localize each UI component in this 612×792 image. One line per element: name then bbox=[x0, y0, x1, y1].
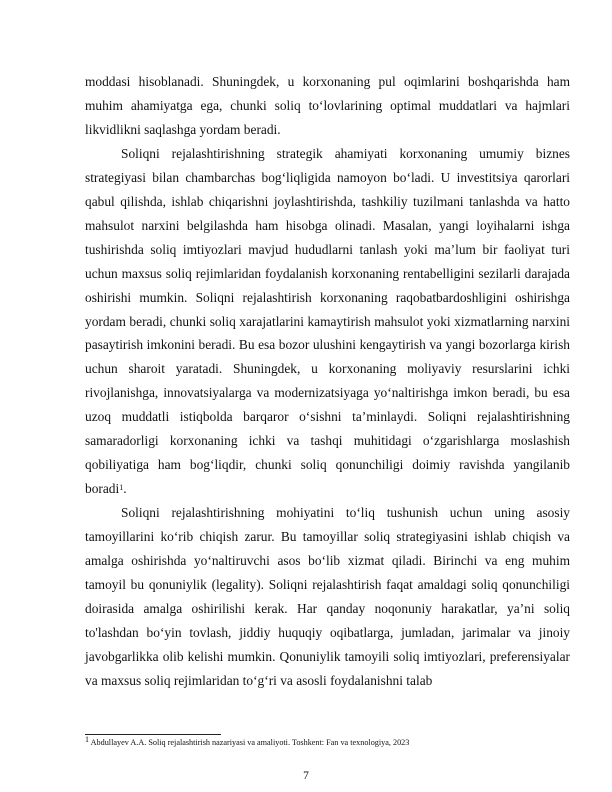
paragraph-strategic-importance bbox=[85, 142, 570, 501]
footnote-marker: 1 bbox=[85, 734, 89, 744]
footnote-text: Abdullayev A.A. Soliq rejalashtirish nazariyasi va amaliyoti. Toshkent: Fan va texnologiya, 2023 bbox=[89, 738, 410, 747]
footnote bbox=[85, 734, 570, 748]
paragraph-text: Soliqni rejalashtirishning strategik ahamiyati korxonaning umumiy biznes strategiyasi bilan chambarchas bogʻliqligida namoyon boʻladi. U investitsiya qarorlari qabul qilishda, ishlab chiqarishni joylashtirishda, tashkiliy tuzilmani tanlashda va hatto mahsulot narxini belgilashda ham hisobga olinadi. Masalan, yangi loyihalarni ishga tushirishda soliq imtiyozlari mavjud hududlarni tanlash yoki maʼlum bir faoliyat turi uchun maxsus soliq rejimlaridan foydalanish korxonaning rentabelligini sezilarli darajada oshirishi mumkin. Soliqni rejalashtirish korxonaning raqobatbardoshligini oshirishga yordam beradi, chunki soliq xarajatlarini kamaytirish mahsulot yoki xizmatlarning narxini pasaytirish imkonini beradi. Bu esa bozor ulushini kengaytirish va yangi bozorlarga kirish uchun sharoit yaratadi. Shuningdek, u korxonaning moliyaviy resurslarini ichki rivojlanishga, innovatsiyalarga va modernizatsiyaga yoʻnaltirishga imkon beradi, bu esa uzoq muddatli istiqbolda barqaror oʻsishni taʼminlaydi. Soliqni rejalashtirishning samaradorligi korxonaning ichki va tashqi muhitidagi oʻzgarishlarga moslashish qobiliyatiga ham bogʻliqdir, chunki soliq qonunchiligi doimiy ravishda yangilanib boradi bbox=[85, 145, 570, 497]
paragraph-end-period: . bbox=[123, 481, 127, 497]
footnote-divider bbox=[85, 734, 221, 735]
paragraph-principles: Soliqni rejalashtirishning mohiyatini toʻliq tushunish uchun uning asosiy tamoyillarini koʻrib chiqish zarur. Bu tamoyillar soliq strategiyasini ishlab chiqish va amalga oshirishda yoʻnaltiruvchi asos boʻlib xizmat qiladi. Birinchi va eng muhim tamoyil bu qonuniylik (legality). Soliqni rejalashtirish faqat amaldagi soliq qonunchiligi doirasida amalga oshirilishi kerak. Har qanday noqonuniy harakatlar, yaʼni soliq to'lashdan boʻyin tovlash, jiddiy huquqiy oqibatlarga, jumladan, jarimalar va jinoiy javobgarlikka olib kelishi mumkin. Qonuniylik tamoyili soliq imtiyozlari, preferensiyalar va maxsus soliq rejimlaridan toʻgʻri va asosli foydalanishni talab bbox=[85, 505, 570, 688]
footnote-reference[interactable]: 1 bbox=[119, 483, 124, 493]
page-number: 7 bbox=[303, 770, 309, 782]
body-text bbox=[85, 70, 570, 693]
paragraph-continuation: moddasi hisoblanadi. Shuningdek, u korxonaning pul oqimlarini boshqarishda ham muhim ahamiyatga ega, chunki soliq toʻlovlarining optimal muddatlari va hajmlari likvidlikni saqlashga yordam beradi. bbox=[85, 74, 570, 137]
